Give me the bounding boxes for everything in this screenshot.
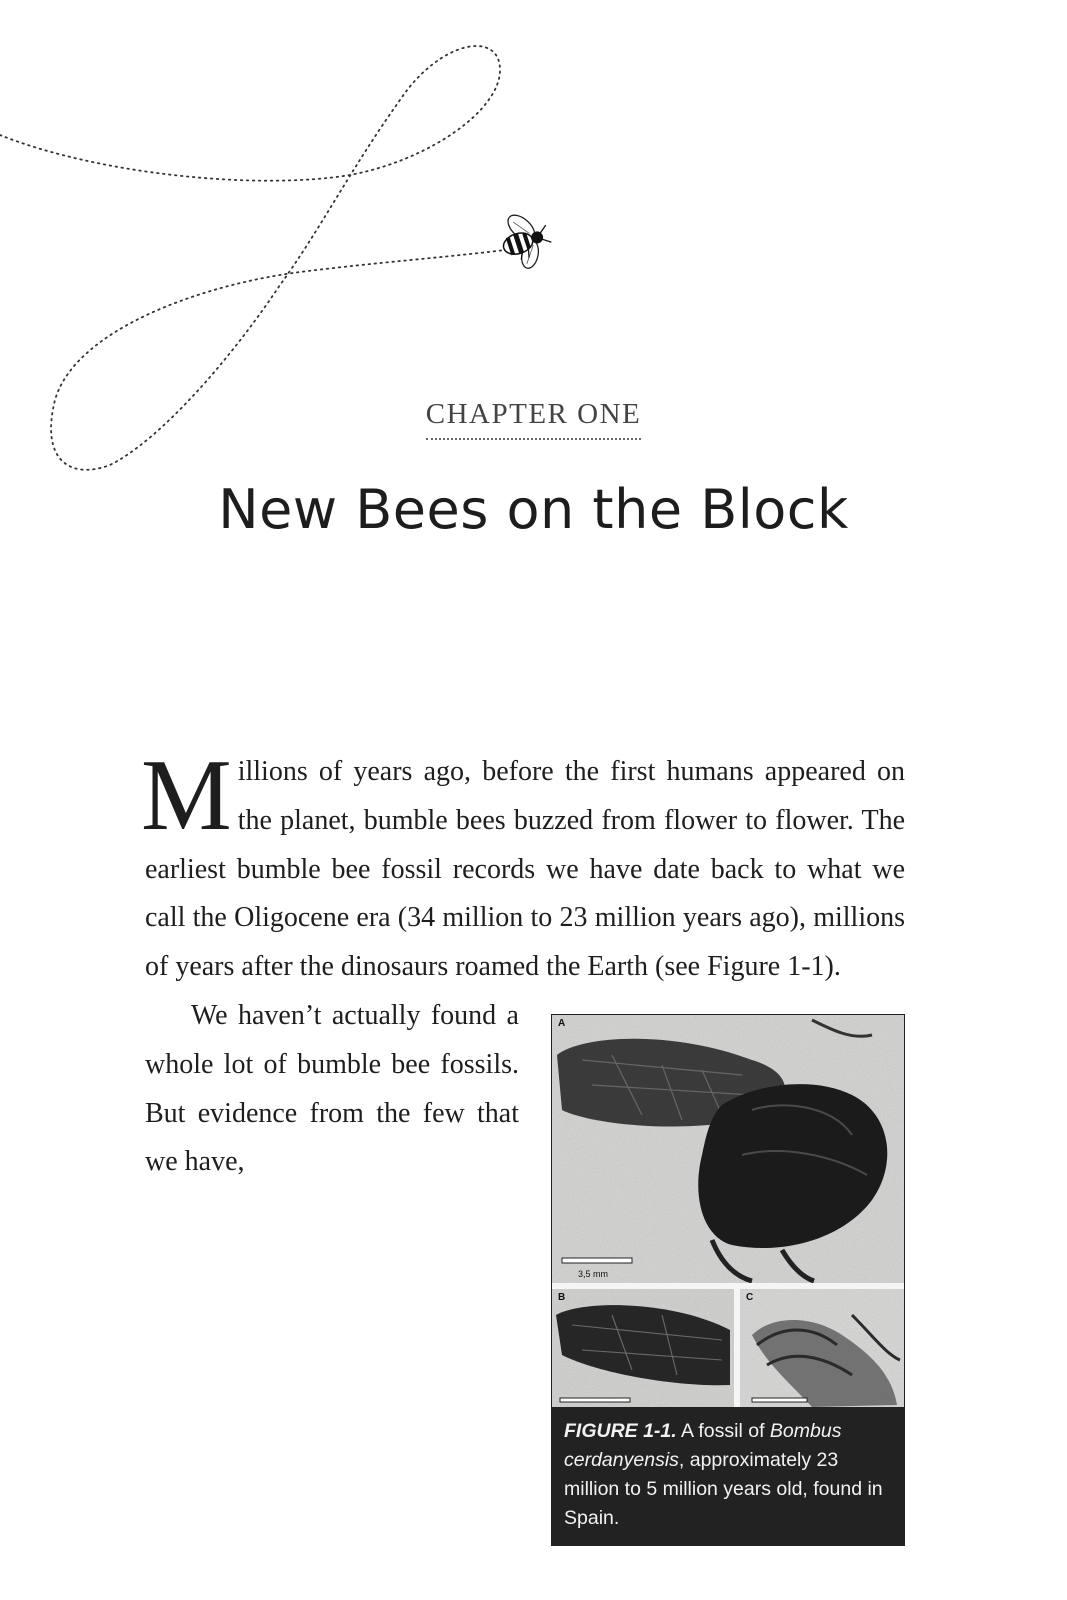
panel-c-letter: C [746,1291,754,1303]
scale-bar-label: 3,5 mm [578,1268,609,1279]
panel-b-letter: B [558,1291,566,1303]
paragraph-1-text: illions of years ago, before the first humans appeared on the planet, bumble bees buzzed from flower to flower. The earliest bumble bee fossil records we have date back to what we call the Oligocene era (34 million to 23 million years ago), millions of years after the dinosaurs roamed the Earth (see Figure 1-1). [145,756,905,983]
paragraph-1 [141,739,905,992]
figure-caption-label: FIGURE 1-1. [564,1419,677,1442]
fossil-photo [552,1015,904,1407]
drop-cap: M [141,739,232,852]
figure-caption-species: Bombus cerdanyensis [564,1419,842,1471]
figure-caption-text-1: A fossil of [676,1419,770,1442]
fossil-panel-c [740,1289,904,1407]
panel-a-letter: A [558,1017,566,1029]
fossil-panel-b [552,1289,734,1407]
chapter-label [0,398,1067,440]
figure-caption-text-2: , approximately 23 million to 5 million years old, found in Spain. [564,1448,883,1529]
figure-caption [552,1407,904,1545]
fossil-panel-a [552,1015,904,1283]
chapter-body [141,739,905,1556]
chapter-number: CHAPTER ONE [426,398,641,440]
figure-1-1 [551,1014,905,1546]
chapter-title: New Bees on the Block [218,478,849,541]
bee-icon [494,203,558,277]
paragraph-2: We haven’t actually found a whole lot of bumble bee fossils. But evidence from the few that we have, [145,999,519,1178]
